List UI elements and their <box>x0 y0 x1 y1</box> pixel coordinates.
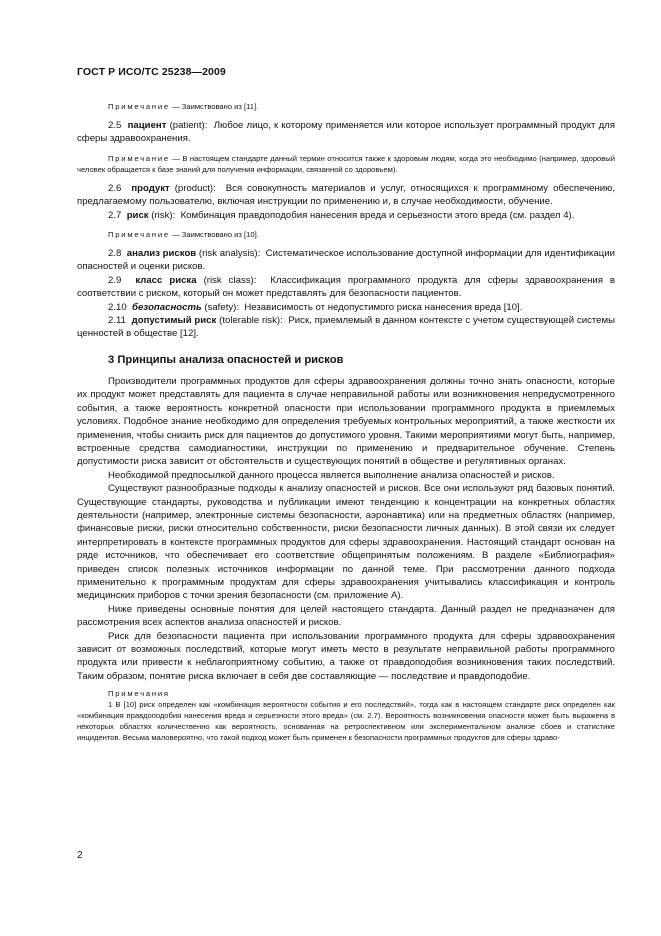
paragraph: Существуют разнообразные подходы к анализу опасностей и рисков. Все они используют ряд базовых понятий. Существующие стандарты, руководства и публикации имеют тенденцию к концентрации на конкретных областях деятельности (например, электронные системы безопасности, аэронавтика) или на предметных областях (например, финансовые риски, риски относительно собственности, риски безопасности личных данных). В этой связи их следует интерпретировать в контексте программных продуктов для сферы здравоохранения. Настоящий стандарт основан на ряде источников, что обеспечивает его соответствие общепринятым положениям. В разделе «Библиография» приведен список полезных источников информации по данной теме. При рассмотрении данного подхода применительно к программным продуктам для сферы здравоохранения учитывались классификация и контроль медицинских приборов с точки зрения безопасности (см. приложение А). <box>77 483 615 602</box>
note-2-7: Примечание — Заимствовано из [10]. <box>108 230 259 240</box>
page-content <box>77 96 615 743</box>
paragraph: Ниже приведены основные понятия для целей настоящего стандарта. Данный раздел не предназначен для рассмотрения всех аспектов анализа опасностей и рисков. <box>77 603 615 629</box>
page-number: 2 <box>77 850 83 861</box>
document-header: ГОСТ Р ИСО/ТС 25238—2009 <box>77 66 226 78</box>
note-label: Примечание <box>108 153 170 163</box>
note-2-4: Примечание — Заимствовано из [11]. <box>108 102 259 111</box>
term: класс риска <box>135 274 197 286</box>
term: риск <box>126 209 149 221</box>
paragraph: Необходимой предпосылкой данного процесса является выполнение анализа опасностей и рисков. <box>108 469 555 481</box>
term: продукт <box>131 182 170 194</box>
definition-2-8: 2.8 анализ рисков (risk analysis): Систематическое использование доступной информации для идентификации опасностей и оценки рисков. <box>77 248 615 273</box>
note-label: Примечание <box>108 102 170 111</box>
definition-2-6: 2.6 продукт (product): Вся совокупность материалов и услуг, относящихся к программному обеспечению, предлагаемому пользователю, включая инструкции по применению и, в случае необходимости, обучение. <box>77 182 615 208</box>
term: анализ рисков <box>126 248 197 260</box>
definition-2-7: 2.7 риск (risk): Комбинация правдоподобия нанесения вреда и серьезности этого вреда (см. раздел 4). <box>108 209 575 221</box>
definition-2-10: 2.10 безопасность (safety): Независимость от недопустимого риска нанесения вреда [10]. <box>108 301 523 313</box>
paragraph: Производители программных продуктов для сферы здравоохранения должны точно знать опасности, которые их продукт может представлять для пациента в случае неправильной работы или возникновения непредусмотренного события, а также вероятность конкретной опасности при использовании программного продукта в приемлемых условиях. Подобное знание необходимо для определения требуемых контрольных мероприятий, а также жесткости их применения, чтобы снизить риск для пациентов до допустимого уровня. Такими мероприятиями могут быть, например, встроенные средства самодиагностики, инструкции по применению и предварительное обучение. Степень допустимости риска зависит от обстоятельств и существующих понятий в обществе и регулятивных органах. <box>77 375 615 468</box>
notes-heading: Примечания <box>108 689 170 699</box>
definition-2-9: 2.9 класс риска (risk class): Классификация программного продукта для сферы здравоохранения в соответствии с риском, который он может представлять для безопасности пациентов. <box>77 274 616 300</box>
definition-2-11: 2.11 допустимый риск (tolerable risk): Риск, приемлемый в данном контексте с учетом существующей системы ценностей в обществе [12]. <box>77 315 615 340</box>
note-label: Примечание <box>108 230 170 240</box>
section-3-heading: 3 Принципы анализа опасностей и рисков <box>108 353 344 366</box>
term: безопасность <box>132 301 202 313</box>
term: пациент <box>127 120 167 131</box>
paragraph: Риск для безопасности пациента при использовании программного продукта для сферы здравоохранения зависит от возможных последствий, которые могут иметь место в результате неправильной работы программного продукта или привести к неблагоприятному событию, а также от правдоподобия возникновения таких последствий. Таким образом, понятие риска включает в себя две составляющие — последствие и правдоподобие. <box>77 630 615 682</box>
note-1: 1 В [10] риск определен как «комбинация вероятности события и его последствий», тогда как в настоящем стандарте риск определен как «комбинация правдоподобия нанесения вреда и серьезности этого вреда» (см. 2.7). Вероятность возникновения опасности может быть выражена в некоторых областях количественно как вероятность, основанная на ретроспективном или экспериментальном анализе сбоев и статистике инцидентов. Весьма маловероятно, что такой подход может быть применен к безопасности программных продуктов для сферы здраво- <box>77 700 615 743</box>
term: допустимый риск <box>131 315 217 327</box>
note-2-5: Примечание — В настоящем стандарте данный термин относится также к здоровым людям, когда это необходимо (например, здоровый человек обращается к базе знаний для получения информации, связанной со здоровьем). <box>77 153 615 174</box>
definition-2-5: 2.5 пациент (patient): Любое лицо, к которому применяется или которое использует программный продукт для сферы здравоохранения. <box>77 120 615 145</box>
